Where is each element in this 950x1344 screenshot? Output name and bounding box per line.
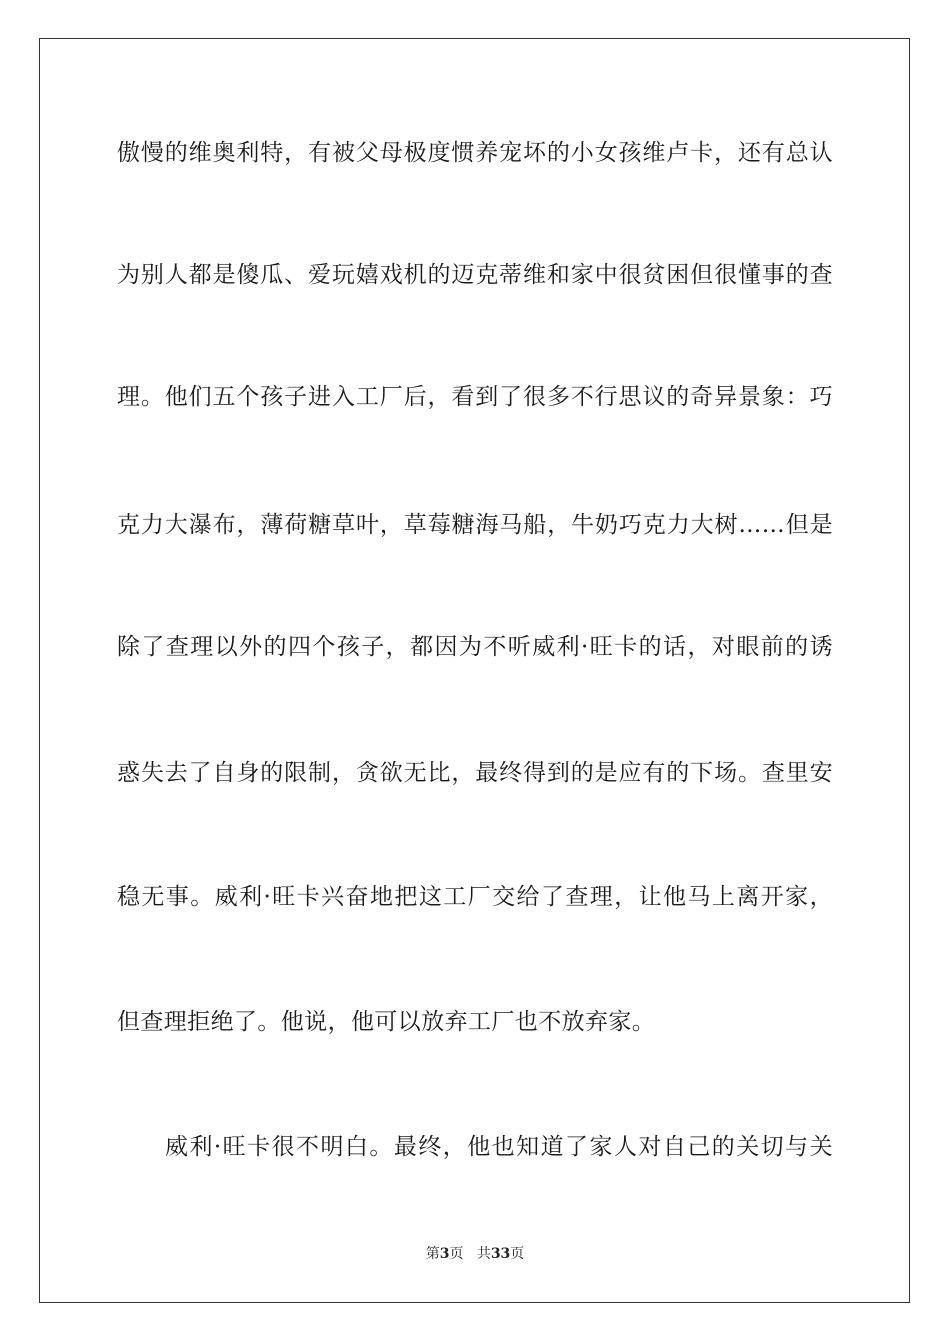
body-text-line-6: 惑失去了自身的限制，贪欲无比，最终得到的是应有的下场。查里安 <box>117 760 833 786</box>
body-text-line-1: 傲慢的维奥利特，有被父母极度惯养宠坏的小女孩维卢卡，还有总认 <box>117 140 833 166</box>
page-suffix: 页 <box>449 1246 464 1262</box>
page-prefix: 第 <box>425 1246 440 1262</box>
body-text-line-9: 威利·旺卡很不明白。最终，他也知道了家人对自己的关切与关 <box>165 1134 833 1160</box>
page-footer <box>0 1245 950 1263</box>
total-prefix: 共 <box>476 1246 491 1262</box>
body-text-line-7: 稳无事。威利·旺卡兴奋地把这工厂交给了查理，让他马上离开家， <box>117 884 833 910</box>
body-text-line-2: 为别人都是傻瓜、爱玩嬉戏机的迈克蒂维和家中很贫困但很懂事的查 <box>117 262 833 288</box>
page-border <box>39 38 910 1303</box>
body-text-line-4: 克力大瀑布，薄荷糖草叶，草莓糖海马船，牛奶巧克力大树……但是 <box>117 512 833 538</box>
total-suffix: 页 <box>510 1246 525 1262</box>
body-text-line-3: 理。他们五个孩子进入工厂后，看到了很多不行思议的奇异景象：巧 <box>117 384 833 410</box>
page-number: 3 <box>439 1246 450 1262</box>
total-pages: 33 <box>490 1246 511 1262</box>
body-text-line-8: 但查理拒绝了。他说，他可以放弃工厂也不放弃家。 <box>117 1009 656 1035</box>
body-text-line-5: 除了查理以外的四个孩子，都因为不听威利·旺卡的话，对眼前的诱 <box>117 634 833 660</box>
